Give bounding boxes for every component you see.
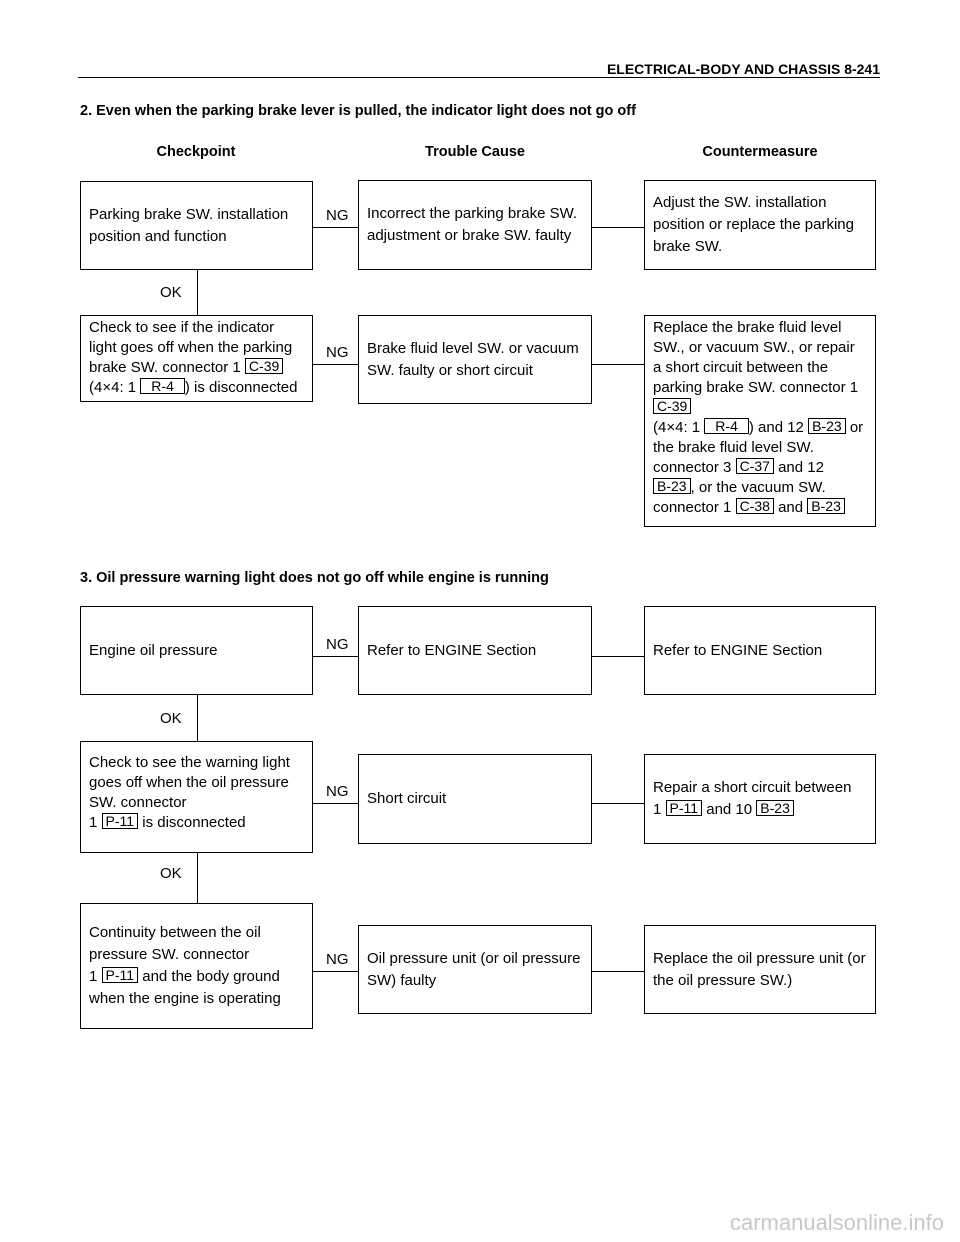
s3-row1-countermeasure-box <box>644 606 876 695</box>
section2-title: 2. Even when the parking brake lever is pulled, the indicator light does not go off <box>80 103 636 119</box>
s2-row2-checkpoint-text: Check to see if the indicator light goes off when the parking brake SW. connector 1 C-39 (4×4: 1 R-4 ) is disconnected <box>89 319 298 396</box>
s3-row3-cause-box <box>358 925 592 1014</box>
s2-row2-cause-box <box>358 315 592 404</box>
connector-tag-p11: P-11 <box>102 813 139 829</box>
connector-tag-r4: R-4 <box>704 418 749 434</box>
s2-row1-ng-connector <box>313 227 358 228</box>
s2-row1-cause-connector <box>592 227 644 228</box>
connector-tag-p11: P-11 <box>102 967 139 983</box>
s3-row2-ng-label: NG <box>326 783 349 800</box>
connector-tag-b23: B-23 <box>807 498 845 514</box>
connector-tag-c39: C-39 <box>245 358 283 374</box>
s3-row3-cause-connector <box>592 971 644 972</box>
column-trouble-cause-heading: Trouble Cause <box>425 144 525 160</box>
s2-row1-countermeasure-text: Adjust the SW. installation position or replace the parking brake SW. <box>653 194 854 255</box>
s2-ok-label: OK <box>160 284 182 301</box>
s2-row2-checkpoint-box <box>80 315 313 402</box>
s3-row2-checkpoint-text: Check to see the warning light goes off when the oil pressure SW. connector 1 P-11 is disconnected <box>89 754 290 831</box>
s3-row2-countermeasure-text: Repair a short circuit between 1 P-11 and 10 B-23 <box>653 779 852 818</box>
s2-row1-checkpoint-box <box>80 181 313 270</box>
column-countermeasure-heading: Countermeasure <box>702 144 818 160</box>
header-rule <box>78 77 880 78</box>
column-checkpoint-heading: Checkpoint <box>156 144 236 160</box>
s3-row3-checkpoint-box <box>80 903 313 1029</box>
connector-tag-c39: C-39 <box>653 398 691 414</box>
s2-row2-countermeasure-text: Replace the brake fluid level SW., or vacuum SW., or repair a short circuit between the parking brake SW. connector 1 C-39 (4×4: 1 R-4 ) and 12 B-23 or the brake fluid level SW. connector 3 C-37 and 12 B-23 , or the vacuum SW. connector 1 C-38 and B-23 <box>653 319 864 516</box>
connector-tag-r4: R-4 <box>140 378 185 394</box>
s2-row1-ng-label: NG <box>326 207 349 224</box>
s3-row2-cause-text: Short circuit <box>367 790 447 807</box>
s3-ok1-connector <box>197 695 198 741</box>
s2-row2-countermeasure-box <box>644 315 876 527</box>
s3-row2-cause-box <box>358 754 592 844</box>
s3-row3-ng-label: NG <box>326 951 349 968</box>
connector-tag-p11: P-11 <box>666 800 703 816</box>
s3-row1-countermeasure-text: Refer to ENGINE Section <box>653 641 823 659</box>
s2-row2-cause-connector <box>592 364 644 365</box>
s2-row1-countermeasure-box <box>644 180 876 270</box>
s3-row2-countermeasure-box <box>644 754 876 844</box>
s3-row1-cause-box <box>358 606 592 695</box>
connector-tag-c37: C-37 <box>736 458 774 474</box>
page-header-title: ELECTRICAL-BODY AND CHASSIS 8-241 <box>606 61 880 77</box>
s2-row1-cause-box <box>358 180 592 270</box>
connector-tag-b23: B-23 <box>756 800 794 816</box>
s3-row3-cause-text: Oil pressure unit (or oil pressure SW) faulty <box>367 949 581 989</box>
s3-row2-ng-connector <box>313 803 358 804</box>
s3-row1-ng-label: NG <box>326 636 349 653</box>
s2-row2-cause-text: Brake fluid level SW. or vacuum SW. faulty or short circuit <box>367 339 579 379</box>
s3-row1-cause-text: Refer to ENGINE Section <box>367 641 537 659</box>
s2-row1-checkpoint-text: Parking brake SW. installation position and function <box>89 205 289 245</box>
s3-ok2-label: OK <box>160 865 182 882</box>
s3-row1-cause-connector <box>592 656 644 657</box>
s3-ok1-label: OK <box>160 710 182 727</box>
connector-tag-c38: C-38 <box>736 498 774 514</box>
s3-row3-countermeasure-box <box>644 925 876 1014</box>
s2-ok-connector <box>197 270 198 315</box>
s3-ok2-connector <box>197 853 198 903</box>
connector-tag-b23: B-23 <box>808 418 846 434</box>
watermark-text: carmanualsonline.info <box>729 1210 944 1235</box>
s3-row1-checkpoint-box <box>80 606 313 695</box>
s3-row3-countermeasure-text: Replace the oil pressure unit (or the oil pressure SW.) <box>653 949 866 989</box>
s2-row2-ng-label: NG <box>326 344 349 361</box>
s3-row1-ng-connector <box>313 656 358 657</box>
s3-row2-cause-connector <box>592 803 644 804</box>
s3-row3-ng-connector <box>313 971 358 972</box>
s3-row1-checkpoint-text: Engine oil pressure <box>89 641 218 659</box>
section3-title: 3. Oil pressure warning light does not go off while engine is running <box>80 570 549 586</box>
s2-row2-ng-connector <box>313 364 358 365</box>
s2-row1-cause-text: Incorrect the parking brake SW. adjustment or brake SW. faulty <box>367 205 578 244</box>
s3-row3-checkpoint-text: Continuity between the oil pressure SW. connector 1 P-11 and the body ground when the engine is operating <box>89 924 281 1007</box>
s3-row2-checkpoint-box <box>80 741 313 853</box>
connector-tag-b23: B-23 <box>653 478 691 494</box>
